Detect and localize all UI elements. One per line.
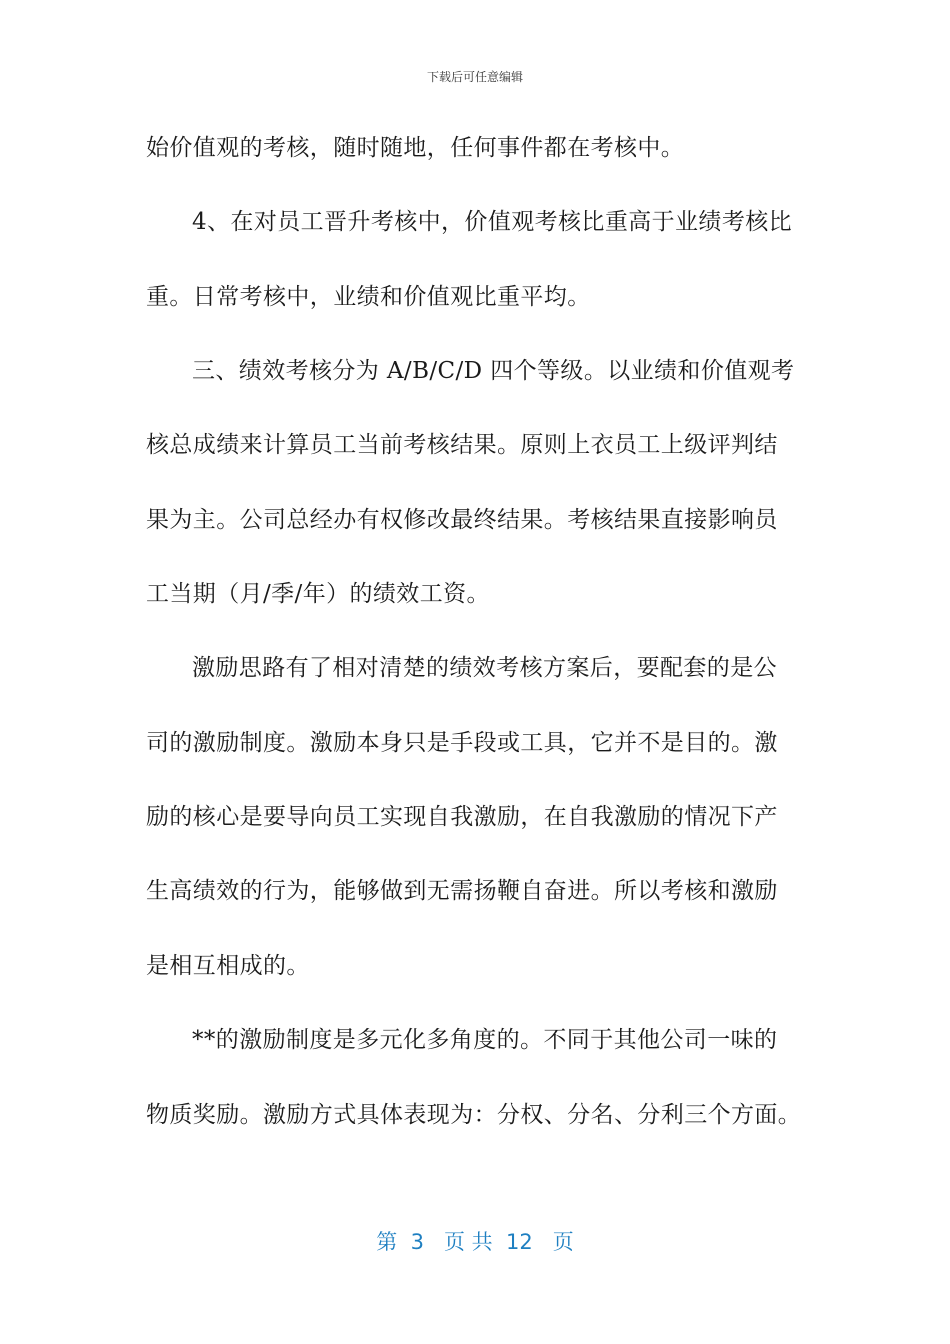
body-line: 4、在对员工晋升考核中，价值观考核比重高于业绩考核比 xyxy=(192,209,793,235)
body-line: 生高绩效的行为，能够做到无需扬鞭自奋进。所以考核和激励 xyxy=(146,878,778,904)
body-line: 三、绩效考核分为 A/B/C/D 四个等级。以业绩和价值观考 xyxy=(192,358,795,384)
page-number-footer: 第 3 页 共 12 页 xyxy=(376,1230,574,1254)
body-line: 司的激励制度。激励本身只是手段或工具，它并不是目的。激 xyxy=(146,730,778,756)
body-line: 核总成绩来计算员工当前考核结果。原则上衣员工上级评判结 xyxy=(146,432,778,458)
body-line: 工当期（月/季/年）的绩效工资。 xyxy=(146,581,490,607)
body-line: 励的核心是要导向员工实现自我激励，在自我激励的情况下产 xyxy=(146,804,778,830)
page-header-note: 下载后可任意编辑 xyxy=(426,70,523,84)
body-line: 重。日常考核中，业绩和价值观比重平均。 xyxy=(146,284,591,310)
body-line: 激励思路有了相对清楚的绩效考核方案后，要配套的是公 xyxy=(192,655,777,681)
body-line: 果为主。公司总经办有权修改最终结果。考核结果直接影响员 xyxy=(146,507,778,533)
body-line: 物质奖励。激励方式具体表现为：分权、分名、分利三个方面。 xyxy=(146,1102,802,1128)
body-line: 始价值观的考核，随时随地，任何事件都在考核中。 xyxy=(146,135,685,161)
body-line: **的激励制度是多元化多角度的。不同于其他公司一味的 xyxy=(192,1027,778,1053)
body-line: 是相互相成的。 xyxy=(146,953,310,979)
